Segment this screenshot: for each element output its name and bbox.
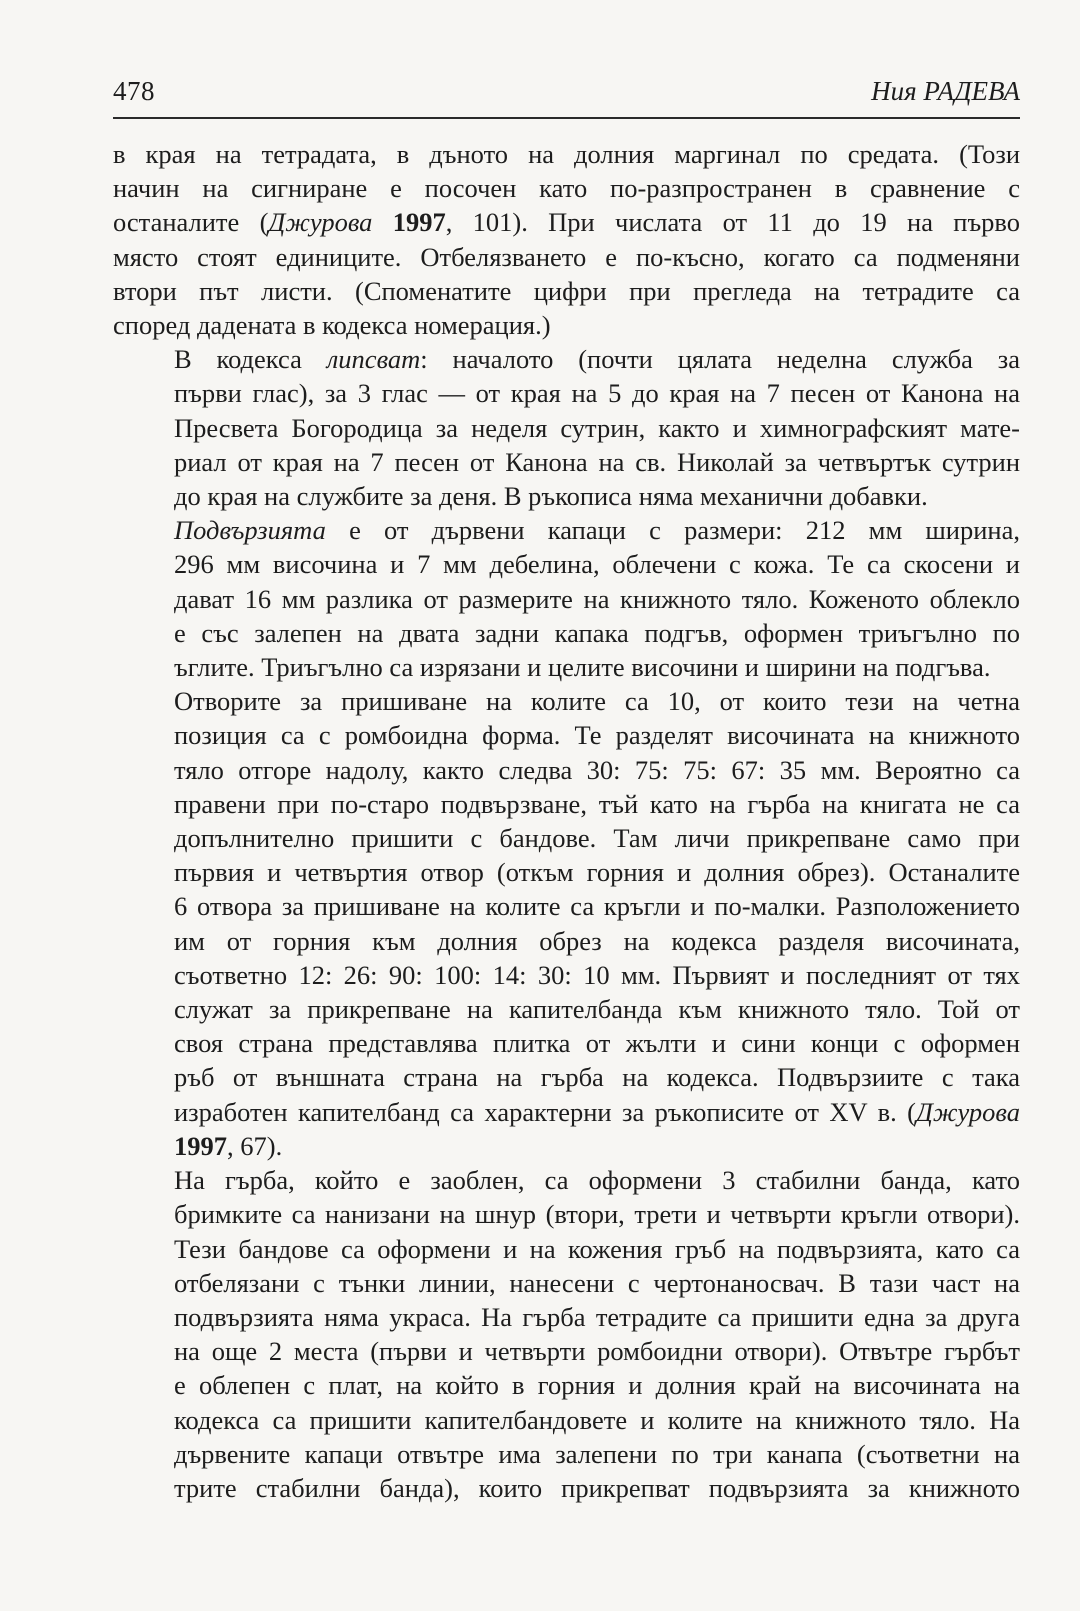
text-line bbox=[113, 547, 1020, 581]
text-run bbox=[372, 207, 392, 237]
text-line bbox=[113, 205, 1020, 239]
text-run: е облепен с плат, на който в горния и долния край на височината на bbox=[174, 1370, 1020, 1401]
text-line bbox=[113, 787, 1020, 821]
text-run: риал от края на 7 песен от Канона на св. Николай за четвъртък сутрин bbox=[174, 446, 1020, 477]
text-line bbox=[113, 753, 1020, 787]
italic-run: Джурова bbox=[268, 207, 373, 238]
text-line bbox=[113, 992, 1020, 1026]
italic-run: липсват bbox=[326, 344, 421, 375]
text-run: останалите ( bbox=[113, 207, 269, 238]
text-run: ъглите. Триъгълно са изрязани и целите височини и ширини на подгъва. bbox=[174, 652, 991, 683]
text-line bbox=[113, 889, 1020, 923]
text-run: дървените капаци отвътре има залепени по три канапа (съответни на bbox=[174, 1438, 1020, 1469]
text-run: дават 16 мм разлика от размерите на книжното тяло. Коженото облекло bbox=[174, 583, 1020, 614]
text-line bbox=[113, 274, 1020, 308]
text-line bbox=[113, 821, 1020, 855]
text-run: отбелязани с тънки линии, нанесени с чертонаносвач. В тази част на bbox=[174, 1267, 1020, 1298]
text-run: позиция са с ромбоидна форма. Те разделят височината на книжното bbox=[174, 720, 1020, 751]
text-line bbox=[113, 1060, 1020, 1094]
text-run: изработен капителбанд са характерни за ръкописите от XV в. ( bbox=[174, 1096, 916, 1127]
text-run: място стоят единиците. Отбелязването е по-късно, когато са подменяни bbox=[113, 241, 1020, 272]
paragraph-3 bbox=[113, 513, 1020, 684]
text-run: им от горния към долния обрез на кодекса разделя височината, bbox=[174, 925, 1020, 956]
text-run: , 67). bbox=[227, 1130, 283, 1161]
text-run: , 101). При числата от 11 до 19 на първо bbox=[445, 207, 1021, 238]
text-line bbox=[113, 308, 1020, 342]
body-text bbox=[113, 137, 1020, 1505]
text-line bbox=[113, 376, 1020, 410]
text-run: начин на сигниране е посочен като по-разпространен в сравнение с bbox=[113, 173, 1020, 204]
text-run: 6 отвора за пришиване на колите са кръгли и по-малки. Разположението bbox=[174, 891, 1020, 922]
text-line bbox=[113, 1403, 1020, 1437]
bold-run: 1997 bbox=[174, 1130, 227, 1161]
italic-run: Джурова bbox=[916, 1096, 1020, 1127]
page-number: 478 bbox=[113, 76, 155, 106]
text-run: В кодекса bbox=[174, 344, 327, 375]
text-line bbox=[113, 684, 1020, 718]
text-line bbox=[113, 616, 1020, 650]
text-run: ръб от външната страна на гърба на кодекса. Подвързиите с така bbox=[174, 1062, 1020, 1093]
page-header bbox=[113, 76, 1020, 112]
header-rule bbox=[113, 117, 1020, 119]
text-run: бримките са нанизани на шнур (втори, трети и четвърти кръгли отвори). bbox=[174, 1199, 1020, 1230]
text-line bbox=[113, 1334, 1020, 1368]
text-line bbox=[113, 924, 1020, 958]
text-line bbox=[113, 171, 1020, 205]
text-line bbox=[113, 1437, 1020, 1471]
text-run: подвързията няма украса. На гърба тетрадите са пришити една за друга bbox=[174, 1301, 1020, 1332]
text-line bbox=[113, 718, 1020, 752]
text-run: на още 2 места (първи и четвърти ромбоидни отвори). Отвътре гърбът bbox=[174, 1336, 1020, 1367]
text-run: в края на тетрадата, в дъното на долния маргинал по средата. (Този bbox=[113, 139, 1020, 169]
text-run: допълнително пришити с бандове. Там личи прикрепване само при bbox=[174, 823, 1020, 854]
text-run: На гърба, който е заоблен, са оформени 3 стабилни банда, като bbox=[174, 1165, 1020, 1196]
text-line bbox=[113, 582, 1020, 616]
running-title: Ния РАДЕВА bbox=[871, 76, 1020, 106]
text-run: втори път листи. (Споменатите цифри при прегледа на тетрадите са bbox=[113, 275, 1020, 306]
text-run: първия и четвъртия отвор (откъм горния и долния обрез). Останалите bbox=[174, 857, 1020, 888]
text-run: трите стабилни банда), които прикрепват подвързията за книжното bbox=[174, 1472, 1020, 1503]
text-line bbox=[113, 1197, 1020, 1231]
text-run: правени при по-старо подвързване, тъй като на гърба на книгата не са bbox=[174, 788, 1020, 819]
text-run: според дадената в кодекса номерация.) bbox=[113, 310, 551, 341]
text-line bbox=[113, 1163, 1020, 1197]
text-line bbox=[113, 1300, 1020, 1334]
text-line bbox=[113, 479, 1020, 513]
text-line bbox=[113, 958, 1020, 992]
text-run: е със залепен на двата задни капака подгъв, оформен триъгълно по bbox=[174, 617, 1020, 648]
text-line bbox=[113, 342, 1020, 376]
text-run: : началото (почти цялата неделна служба за bbox=[420, 344, 1021, 375]
text-line bbox=[113, 240, 1020, 274]
text-run: Тези бандове са оформени и на кожения гръб на подвързията, като са bbox=[174, 1233, 1020, 1264]
text-run: до края на службите за деня. В ръкописа няма механични добавки. bbox=[174, 481, 928, 512]
paragraph-5 bbox=[113, 1163, 1020, 1505]
text-line bbox=[113, 1471, 1020, 1505]
text-line bbox=[113, 650, 1020, 684]
text-run: е от дървени капаци с размери: 212 мм ширина, bbox=[325, 515, 1020, 546]
text-line bbox=[113, 1368, 1020, 1402]
text-line bbox=[113, 1095, 1020, 1129]
text-run: тяло отгоре надолу, както следва 30: 75: 75: 67: 35 мм. Вероятно са bbox=[174, 754, 1020, 785]
text-line bbox=[113, 1026, 1020, 1060]
bold-run: 1997 bbox=[392, 207, 446, 238]
text-run: съответно 12: 26: 90: 100: 14: 30: 10 мм. Първият и последният от тях bbox=[174, 959, 1020, 990]
paragraph-4 bbox=[113, 684, 1020, 1163]
italic-run: Подвързията bbox=[174, 515, 326, 546]
text-line bbox=[113, 1266, 1020, 1300]
text-run: служат за прикрепване на капителбанда към книжното тяло. Той от bbox=[174, 994, 1020, 1025]
text-line bbox=[113, 1129, 1020, 1163]
text-line bbox=[113, 513, 1020, 547]
text-line bbox=[113, 1232, 1020, 1266]
text-line bbox=[113, 137, 1020, 171]
text-run: първи глас), за 3 глас — от края на 5 до края на 7 песен от Канона на bbox=[174, 378, 1020, 409]
text-run: Отворите за пришиване на колите са 10, от които тези на четна bbox=[174, 686, 1020, 717]
text-run: Пресвета Богородица за неделя сутрин, както и химнографският мате- bbox=[174, 412, 1020, 443]
text-line bbox=[113, 411, 1020, 445]
paragraph-2 bbox=[113, 342, 1020, 513]
text-run: кодекса са пришити капителбандовете и колите на книжното тяло. На bbox=[174, 1404, 1020, 1435]
paragraph-1 bbox=[113, 137, 1020, 342]
text-run: 296 мм височина и 7 мм дебелина, облечени с кожа. Те са скосени и bbox=[174, 549, 1020, 580]
text-line bbox=[113, 855, 1020, 889]
text-run: своя страна представлява плитка от жълти и сини конци с оформен bbox=[174, 1028, 1020, 1059]
text-line bbox=[113, 445, 1020, 479]
